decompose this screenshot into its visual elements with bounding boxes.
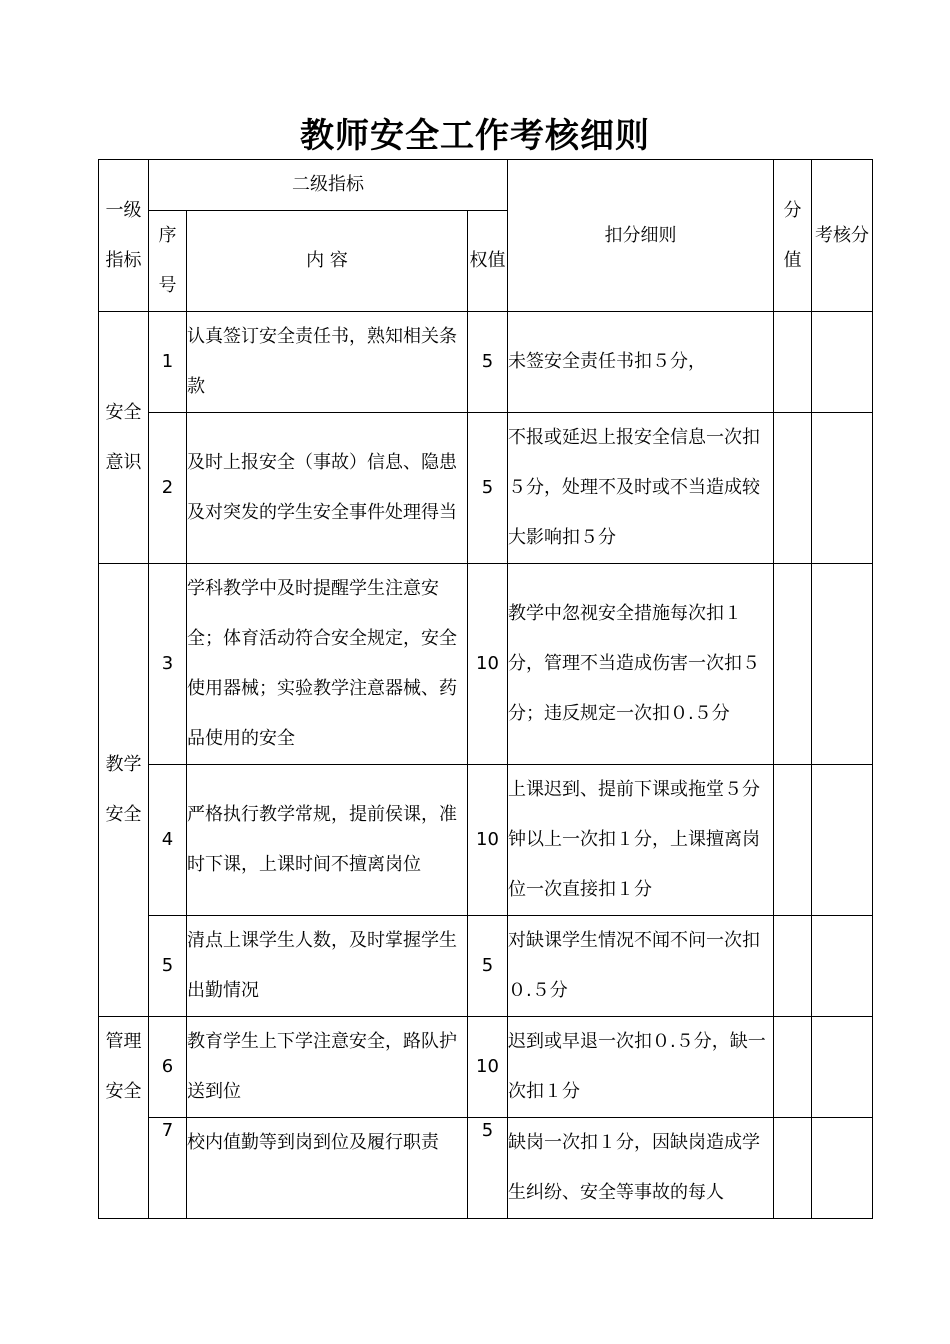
assessment-cell	[812, 765, 873, 916]
score-cell	[774, 765, 812, 916]
weight-cell: 10	[468, 564, 508, 765]
deduction-cell: 教学中忽视安全措施每次扣１分，管理不当造成伤害一次扣５分；违反规定一次扣０.５分	[508, 564, 774, 765]
assessment-cell	[812, 1118, 873, 1219]
header-score: 分值	[774, 160, 812, 312]
weight-cell: 10	[468, 765, 508, 916]
content-cell: 严格执行教学常规，提前侯课，准时下课，上课时间不擅离岗位	[187, 765, 468, 916]
weight-cell: 5	[468, 1118, 508, 1219]
deduction-cell: 不报或延迟上报安全信息一次扣５分，处理不及时或不当造成较大影响扣５分	[508, 413, 774, 564]
group-cell: 教学安全	[99, 564, 149, 1017]
seq-cell: 6	[149, 1017, 187, 1118]
table-row	[99, 413, 873, 564]
header-seq: 序号	[149, 211, 187, 312]
deduction-cell: 上课迟到、提前下课或拖堂５分钟以上一次扣１分，上课擅离岗位一次直接扣１分	[508, 765, 774, 916]
score-cell	[774, 312, 812, 413]
content-cell: 清点上课学生人数，及时掌握学生出勤情况	[187, 916, 468, 1017]
score-cell	[774, 916, 812, 1017]
table-row	[99, 564, 873, 765]
assessment-cell	[812, 1017, 873, 1118]
deduction-cell: 未签安全责任书扣５分，	[508, 312, 774, 413]
score-cell	[774, 1118, 812, 1219]
seq-cell: 2	[149, 413, 187, 564]
header-level1: 一级指标	[99, 160, 149, 312]
weight-cell: 5	[468, 916, 508, 1017]
weight-cell: 5	[468, 312, 508, 413]
header-content: 内 容	[187, 211, 468, 312]
table-row	[99, 1017, 873, 1118]
deduction-cell: 对缺课学生情况不闻不问一次扣０.５分	[508, 916, 774, 1017]
page-title: 教师安全工作考核细则	[300, 116, 650, 156]
seq-cell: 4	[149, 765, 187, 916]
assessment-cell	[812, 312, 873, 413]
assessment-cell	[812, 413, 873, 564]
table-row	[99, 312, 873, 413]
group-cell: 管理安全	[99, 1017, 149, 1219]
deduction-cell: 缺岗一次扣１分，因缺岗造成学生纠纷、安全等事故的每人	[508, 1118, 774, 1219]
content-cell: 及时上报安全（事故）信息、隐患及对突发的学生安全事件处理得当	[187, 413, 468, 564]
group-cell: 安全意识	[99, 312, 149, 564]
header-level2: 二级指标	[149, 160, 508, 211]
assessment-cell	[812, 564, 873, 765]
header-deduction: 扣分细则	[508, 160, 774, 312]
deduction-cell: 迟到或早退一次扣０.５分，缺一次扣１分	[508, 1017, 774, 1118]
assessment-cell	[812, 916, 873, 1017]
score-cell	[774, 413, 812, 564]
content-cell: 学科教学中及时提醒学生注意安全；体育活动符合安全规定，安全使用器械；实验教学注意器械、药品使用的安全	[187, 564, 468, 765]
weight-cell: 5	[468, 413, 508, 564]
table-row	[99, 1118, 873, 1219]
weight-cell: 10	[468, 1017, 508, 1118]
content-cell: 教育学生上下学注意安全，路队护送到位	[187, 1017, 468, 1118]
score-cell	[774, 1017, 812, 1118]
seq-cell: 5	[149, 916, 187, 1017]
score-cell	[774, 564, 812, 765]
table-row	[99, 916, 873, 1017]
seq-cell: 1	[149, 312, 187, 413]
header-weight: 权值	[468, 211, 508, 312]
seq-cell: 3	[149, 564, 187, 765]
content-cell: 校内值勤等到岗到位及履行职责	[187, 1118, 468, 1219]
assessment-table	[98, 159, 873, 1219]
header-assessment: 考核分	[812, 160, 873, 312]
header-row-1	[99, 160, 873, 211]
seq-cell: 7	[149, 1118, 187, 1219]
table-row	[99, 765, 873, 916]
content-cell: 认真签订安全责任书，熟知相关条款	[187, 312, 468, 413]
